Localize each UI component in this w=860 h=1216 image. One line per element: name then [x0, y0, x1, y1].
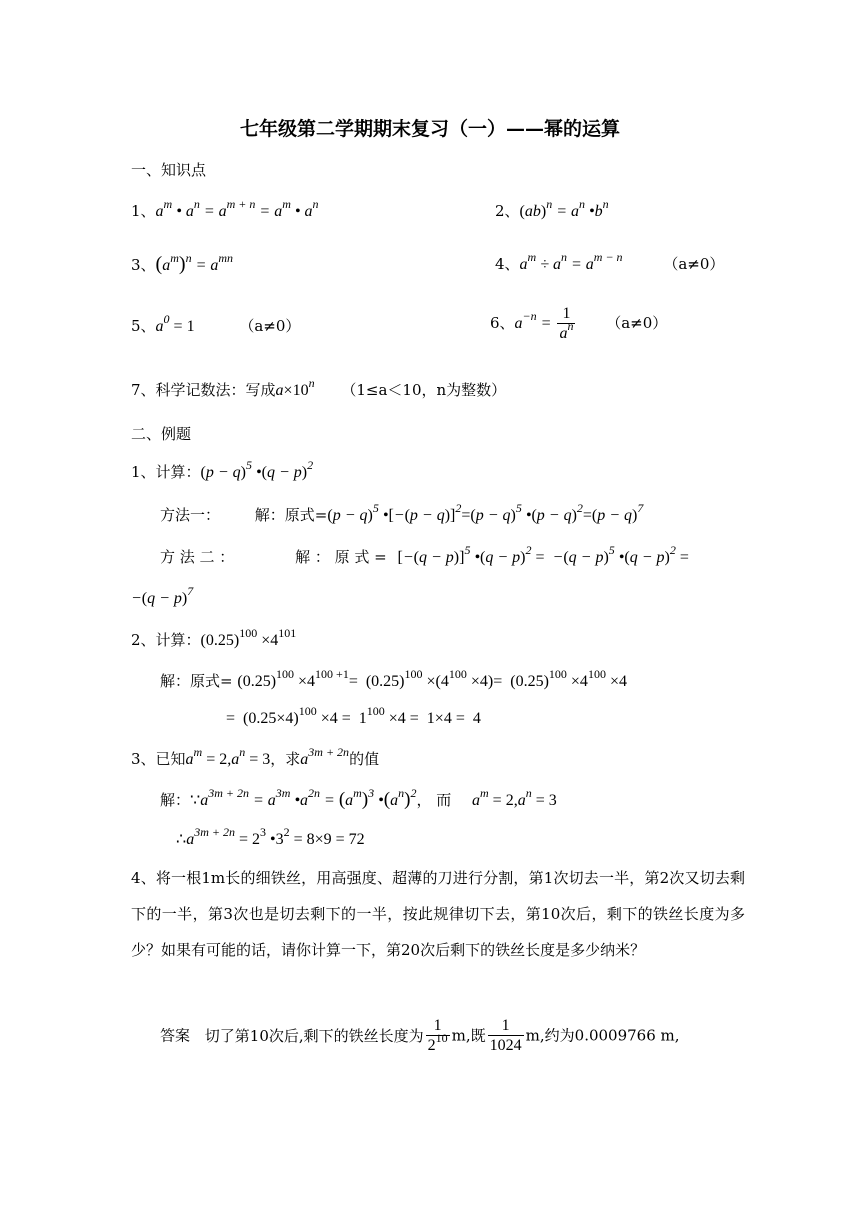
condition-note: （a≠0） [239, 317, 301, 335]
formula: $a^m \div a^n = a^{m - n}$ [519, 250, 623, 273]
solution-label: 解：原式= [254, 506, 328, 524]
formula: $(p - q)^5$ •(q − p)$^2$ [200, 458, 314, 481]
given-formula: $a^m = 2,a^n = 3$ [185, 745, 271, 768]
condition-note: （a≠0） [606, 314, 668, 333]
item-label: 1、计算： [131, 463, 201, 481]
text: ，求 [270, 750, 301, 768]
answer-line [160, 1017, 680, 1056]
formula: $a^m$ • $a^n = a^{m + n} = a^m$ • $a^n$ [155, 197, 319, 220]
item-label: 2、 [495, 202, 520, 220]
target-formula: $a^{3m + 2n}$ [300, 745, 350, 768]
knowledge-item-6 [490, 305, 667, 344]
example-2 [131, 626, 297, 651]
text: ， 而 [416, 791, 452, 809]
example-2-solution-continued [226, 704, 481, 729]
method-label: 方 法 二 ： [160, 548, 235, 566]
formula: $[-(q - p)]^5$ •(q − $p)^2 = -(q - p)^5$ •(q − p)$^2$ = [397, 543, 689, 566]
text: 的值 [349, 750, 380, 768]
formula: $-(q - p)^7$ [131, 584, 194, 607]
formula: $(ab)^n = a^n$ $•b^n$ [519, 197, 609, 220]
knowledge-item-2 [495, 197, 609, 222]
answer-text: m,约为0.0009766 m, [525, 1026, 680, 1045]
answer-text: 切了第10次后,剩下的铁丝长度为 [204, 1026, 424, 1045]
formula: $(0.25)^{100} \times 4^{101}$ [200, 626, 297, 649]
item-label: 5、 [131, 317, 156, 335]
section-heading-knowledge: 一、知识点 [131, 161, 207, 179]
method-label: 方法一： [160, 506, 221, 524]
example-4-text: 4、将一根1m长的细铁丝，用高强度、超薄的刀进行分割，第1次切去一半，第2次又切去剩下的一半，第3次也是切去剩下的一半，按此规律切下去，第10次后，剩下的铁丝长度为多少？如果有可能的话，请你计算一下，第20次后剩下的铁丝长度是多少纳米？ [131, 869, 745, 959]
condition-note: （a≠0） [663, 255, 725, 273]
fraction-1-over-1024: $\frac{1}{1024}$ [489, 1017, 522, 1054]
answer-label: 答案 [160, 1026, 191, 1045]
formula: $a^0 = 1$ [155, 312, 195, 335]
formula: $(0.25)^{100} \times 4^{100 +1}= (0.25)^{100} \times(4^{100} \times 4)= (0.25)^{100} \times 4^{100} \times 4$ [237, 667, 627, 690]
section-heading-examples: 二、例题 [131, 425, 192, 443]
item-label: 3、 [131, 256, 156, 274]
example-1-method-2 [160, 543, 689, 568]
condition-note: （1≤a＜10，n为整数） [341, 381, 507, 399]
example-1-method-2-continued [131, 584, 194, 609]
page-title: 七年级第二学期期末复习（一）——幂的运算 [239, 118, 620, 140]
solution-label: 解 ： 原 式 = [295, 548, 387, 566]
knowledge-item-4 [495, 250, 725, 275]
item-label: 1、 [131, 202, 156, 220]
item-label: 6、 [490, 314, 515, 333]
example-1 [131, 458, 314, 483]
knowledge-item-5 [131, 312, 301, 337]
formula: $\because a^{3m + 2n} = a^{3m}$ $•a^{2n} = (a^m)^3$ $•(a^n)^2$ [190, 786, 417, 810]
solution-label: 解：原式= [160, 672, 233, 690]
example-1-method-1 [160, 501, 644, 526]
example-3 [131, 745, 380, 770]
example-2-solution [160, 667, 627, 692]
example-3-solution-continued [176, 825, 365, 850]
answer-text: m,既 [451, 1026, 486, 1045]
formula: $a^m = 2,a^n = 3$ [472, 786, 557, 809]
item-label: 3、已知 [131, 750, 186, 768]
formula: $a^{-n}$ = $\frac{1}{a^n}$ [514, 305, 574, 342]
fraction-1-over-2-pow-10: $\frac{1}{2^{10}}$ [427, 1017, 448, 1054]
knowledge-item-1 [131, 197, 319, 222]
item-label: 2、计算： [131, 631, 201, 649]
knowledge-item-7 [131, 376, 507, 401]
formula: $a\times 10^n$ [275, 376, 315, 399]
formula: $(p - q)^5$ •[−(p − $q)]^2=(p - q)^5$ •(p − $q)^2=(p - q)^7$ [327, 501, 644, 524]
formula: $\therefore a^{3m + 2n} = 2^3$ $•3^2 = 8\times 9 = 72$ [176, 825, 365, 848]
formula: $(a^m)^n = a^{mn}$ [155, 251, 234, 275]
formula: = $(0.25\times 4)^{100} \times 4 = 1^{100} \times 4 = 1\times 4 = 4$ [226, 704, 481, 727]
item-label: 4、 [495, 255, 520, 273]
solution-label: 解： [160, 791, 191, 809]
example-3-solution [160, 786, 557, 811]
knowledge-item-3 [131, 251, 234, 276]
item-label: 7、科学记数法：写成 [131, 381, 276, 399]
